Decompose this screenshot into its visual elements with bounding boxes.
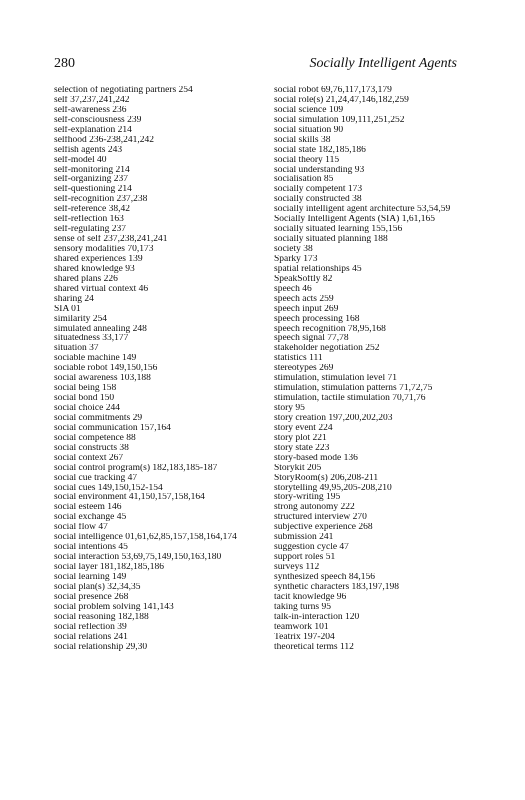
index-entry: social awareness 103,188 — [54, 374, 151, 384]
index-entry: SIA 01 — [54, 304, 81, 314]
index-entry: social layer 181,182,185,186 — [54, 563, 165, 572]
index-entry: shared plans 226 — [54, 274, 118, 284]
index-entry: social theory 115 — [274, 155, 340, 165]
index-entry: social communication 157,164 — [54, 423, 171, 433]
index-entry: social understanding 93 — [274, 165, 365, 175]
index-entry: stimulation, stimulation patterns 71,72,75 — [274, 384, 433, 394]
index-entry: speech 46 — [274, 284, 312, 294]
index-entry: synthesized speech 84,156 — [274, 572, 376, 582]
index-entry: sociable machine 149 — [54, 354, 137, 364]
index-entry: stimulation, stimulation level 71 — [274, 374, 397, 384]
index-entry: social cues 149,150,152-154 — [54, 483, 163, 493]
index-entry: social constructs 38 — [54, 443, 129, 453]
index-entry: SpeakSoftly 82 — [274, 274, 333, 284]
index-entry: shared knowledge 93 — [54, 264, 135, 274]
index-column-right — [274, 86, 499, 652]
index-entry: social state 182,185,186 — [274, 145, 366, 155]
index-entry: statistics 111 — [274, 354, 323, 364]
index-entry: social intelligence 01,61,62,85,157,158,164,174 — [54, 533, 237, 543]
index-entry: self-regulating 237 — [54, 225, 127, 235]
index-entry: social competence 88 — [54, 433, 136, 443]
index-entry: social intentions 45 — [54, 543, 128, 553]
index-entry: social context 267 — [54, 453, 124, 463]
index-entry: similarity 254 — [54, 314, 108, 324]
index-entry: self 37,237,241,242 — [54, 95, 130, 105]
index-entry: spatial relationships 45 — [274, 264, 362, 274]
index-entry: self-reflection 163 — [54, 215, 124, 225]
index-entry: self-model 40 — [54, 155, 107, 165]
index-entry: social plan(s) 32,34,35 — [54, 582, 141, 592]
index-entry: self-organizing 237 — [54, 175, 128, 185]
index-entry: social robot 69,76,117,173,179 — [274, 86, 392, 95]
index-entry: support roles 51 — [274, 553, 336, 563]
index-entry: social flow 47 — [54, 523, 108, 533]
index-column-left — [54, 86, 279, 652]
index-entry: speech processing 168 — [274, 314, 360, 324]
index-entry: shared experiences 139 — [54, 254, 143, 264]
index-entry: sensory modalities 70,173 — [54, 245, 154, 254]
index-entry: social choice 244 — [54, 404, 120, 413]
index-entry: talk-in-interaction 120 — [274, 612, 360, 622]
index-entry: selection of negotiating partners 254 — [54, 86, 193, 95]
index-entry: social reflection 39 — [54, 622, 127, 632]
index-entry: society 38 — [274, 245, 313, 254]
index-entry: teamwork 101 — [274, 622, 329, 632]
index-entry: social reasoning 182,188 — [54, 612, 149, 622]
index-entry: self-questioning 214 — [54, 185, 132, 195]
index-entry: synthetic characters 183,197,198 — [274, 582, 400, 592]
index-entry: selfish agents 243 — [54, 145, 123, 155]
running-title: Socially Intelligent Agents — [309, 56, 457, 71]
index-entry: social simulation 109,111,251,252 — [274, 115, 405, 125]
index-entry: stakeholder negotiation 252 — [274, 344, 380, 354]
index-entry: social relationship 29,30 — [54, 642, 148, 652]
index-entry: situatedness 33,177 — [54, 334, 129, 344]
index-entry: theoretical terms 112 — [274, 642, 354, 652]
index-entry: story-writing 195 — [274, 493, 341, 503]
index-entry: story plot 221 — [274, 433, 327, 443]
index-entry: self-monitoring 214 — [54, 165, 130, 175]
index-entry: subjective experience 268 — [274, 523, 373, 533]
index-entry: story creation 197,200,202,203 — [274, 413, 393, 423]
index-entry: self-recognition 237,238 — [54, 195, 148, 205]
index-entry: socially competent 173 — [274, 185, 363, 195]
index-entry: social science 109 — [274, 105, 344, 115]
index-entry: strong autonomy 222 — [274, 503, 355, 513]
index-entry: social relations 241 — [54, 632, 128, 642]
index-entry: social skills 38 — [274, 135, 331, 145]
index-entry: sense of self 237,238,241,241 — [54, 235, 168, 245]
page-number: 280 — [54, 56, 75, 71]
index-entry: self-consciousness 239 — [54, 115, 142, 125]
index-entry: self-explanation 214 — [54, 125, 132, 135]
index-entry: social situation 90 — [274, 125, 344, 135]
index-entry: socially constructed 38 — [274, 195, 362, 205]
index-entry: social commitments 29 — [54, 413, 143, 423]
index-entry: Sparky 173 — [274, 254, 318, 264]
index-entry: speech acts 259 — [274, 294, 334, 304]
index-entry: story 95 — [274, 404, 305, 413]
index-entry: shared virtual context 46 — [54, 284, 149, 294]
index-entry: structured interview 270 — [274, 513, 367, 523]
index-entry: stimulation, tactile stimulation 70,71,76 — [274, 394, 426, 404]
page-header — [54, 56, 457, 76]
index-entry: social interaction 53,69,75,149,150,163,180 — [54, 553, 222, 563]
index-entry: story state 223 — [274, 443, 330, 453]
index-entry: submission 241 — [274, 533, 334, 543]
index-entry: socially intelligent agent architecture 53,54,59 — [274, 205, 451, 215]
index-entry: social bond 150 — [54, 394, 115, 404]
index-entry: sharing 24 — [54, 294, 94, 304]
index-entry: socially situated learning 155,156 — [274, 225, 403, 235]
index-entry: social environment 41,150,157,158,164 — [54, 493, 205, 503]
index-entry: simulated annealing 248 — [54, 324, 147, 334]
index-entry: social exchange 45 — [54, 513, 127, 523]
index-entry: social presence 268 — [54, 592, 129, 602]
index-entry: Socially Intelligent Agents (SIA) 1,61,165 — [274, 215, 435, 225]
index-entry: social problem solving 141,143 — [54, 602, 174, 612]
index-entry: social role(s) 21,24,47,146,182,259 — [274, 95, 409, 105]
index-entry: storytelling 49,95,205-208,210 — [274, 483, 392, 493]
index-entry: sociable robot 149,150,156 — [54, 364, 158, 374]
index-entry: Teatrix 197-204 — [274, 632, 335, 642]
index-entry: social control program(s) 182,183,185-187 — [54, 463, 218, 473]
index-entry: suggestion cycle 47 — [274, 543, 349, 553]
index-entry: taking turns 95 — [274, 602, 331, 612]
index-entry: self-reference 38,42 — [54, 205, 130, 215]
index-entry: socialisation 85 — [274, 175, 334, 185]
index-entry: Storykit 205 — [274, 463, 322, 473]
index-entry: StoryRoom(s) 206,208-211 — [274, 473, 379, 483]
index-entry: social cue tracking 47 — [54, 473, 138, 483]
index-entry: stereotypes 269 — [274, 364, 334, 374]
index-entry: situation 37 — [54, 344, 99, 354]
index-entry: speech recognition 78,95,168 — [274, 324, 386, 334]
index-entry: story event 224 — [274, 423, 333, 433]
index-entry: socially situated planning 188 — [274, 235, 388, 245]
index-entry: surveys 112 — [274, 563, 320, 572]
index-entry: story-based mode 136 — [274, 453, 358, 463]
index-entry: social esteem 146 — [54, 503, 122, 513]
index-entry: speech signal 77,78 — [274, 334, 349, 344]
index-entry: social being 158 — [54, 384, 117, 394]
index-entry: self-awareness 236 — [54, 105, 127, 115]
index-entry: speech input 269 — [274, 304, 339, 314]
index-entry: social learning 149 — [54, 572, 127, 582]
index-entry: tacit knowledge 96 — [274, 592, 347, 602]
index-entry: selfhood 236-238,241,242 — [54, 135, 155, 145]
